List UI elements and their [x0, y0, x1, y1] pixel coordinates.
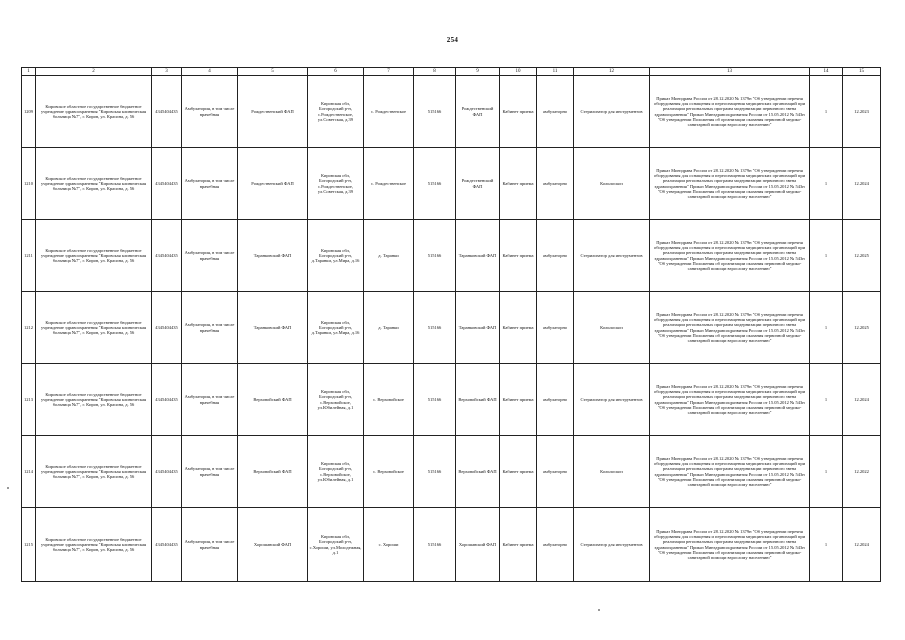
organization-cell: Кировское областное государственное бюджетное учреждение здравоохранения "Кировская клиническая больница №7", г. Киров, ул. Красина, д. 56 [36, 364, 152, 436]
quantity-cell: 1 [810, 220, 843, 292]
column-header: 7 [364, 68, 414, 76]
care-type-cell: амбулаторно [537, 220, 574, 292]
room-cell: Кабинет приема [500, 220, 537, 292]
quantity-cell: 1 [810, 364, 843, 436]
organization-cell: Кировское областное государственное бюджетное учреждение здравоохранения "Кировская клиническая больница №7", г. Киров, ул. Красина, д. 56 [36, 148, 152, 220]
table-row [22, 220, 881, 292]
row-number: 1214 [22, 436, 36, 508]
address-cell: Кировская обл, Богородский р-н, с.Верховойское, ул.Юбилейная, д.1 [308, 436, 364, 508]
quantity-cell: 1 [810, 148, 843, 220]
row-number: 1212 [22, 292, 36, 364]
inn-cell: 4345404435 [152, 508, 182, 582]
equipment-cell: Стерилизатор для инструментов [574, 76, 650, 148]
quantity-cell: 1 [810, 292, 843, 364]
care-type-cell: амбулаторно [537, 292, 574, 364]
unit-cell: Хорошавский ФАП [238, 508, 308, 582]
inn-cell: 4345404435 [152, 364, 182, 436]
department-cell: Рождественский ФАП [456, 148, 500, 220]
unit-type-cell: Амбулатория, в том числе врачебная [182, 292, 238, 364]
address-cell: Кировская обл, Богородский р-н, д.Таранки, ул.Мира, д.16 [308, 292, 364, 364]
legal-basis-cell: Приказ Минздрава России от 28.12.2020 № 1379н "Об утверждении перечня оборудования для оснащения и переоснащения медицинских организаций при реализации региональных программ модернизации первичного звена здравоохранения" Приказ Минздравсоцразвития России от 15.05.2012 № 543н "Об утверждении Положения об организации оказания первичной медико-санитарной помощи взрослому населению" [650, 508, 810, 582]
legal-basis-cell: Приказ Минздрава России от 28.12.2020 № 1379н "Об утверждении перечня оборудования для оснащения и переоснащения медицинских организаций при реализации региональных программ модернизации первичного звена здравоохранения" Приказ Минздравсоцразвития России от 15.05.2012 № 543н "Об утверждении Положения об организации оказания первичной медико-санитарной помощи взрослому населению" [650, 220, 810, 292]
department-cell: Верховойский ФАП [456, 364, 500, 436]
organization-cell: Кировское областное государственное бюджетное учреждение здравоохранения "Кировская клиническая больница №7", г. Киров, ул. Красина, д. 56 [36, 508, 152, 582]
table-row [22, 292, 881, 364]
unit-cell: Таранковский ФАП [238, 220, 308, 292]
address-cell: Кировская обл, Богородский р-н, с.Верховойское, ул.Юбилейная, д.1 [308, 364, 364, 436]
equipment-cell: Кольпоскоп [574, 436, 650, 508]
table-row [22, 364, 881, 436]
equipment-cell: Стерилизатор для инструментов [574, 364, 650, 436]
unit-type-cell: Амбулатория, в том числе врачебная [182, 220, 238, 292]
inn-cell: 4345404435 [152, 292, 182, 364]
department-cell: Таранковский ФАП [456, 220, 500, 292]
row-number: 1213 [22, 364, 36, 436]
inn-cell: 4345404435 [152, 436, 182, 508]
organization-cell: Кировское областное государственное бюджетное учреждение здравоохранения "Кировская клиническая больница №7", г. Киров, ул. Красина, д. 56 [36, 292, 152, 364]
column-header: 9 [456, 68, 500, 76]
row-number: 1210 [22, 148, 36, 220]
column-number-row [22, 68, 881, 76]
settlement-cell: с. Верховойское [364, 364, 414, 436]
column-header: 11 [537, 68, 574, 76]
settlement-cell: с. Верховойское [364, 436, 414, 508]
date-cell: 12.2024 [843, 364, 881, 436]
column-header: 8 [414, 68, 456, 76]
department-cell: Верховойский ФАП [456, 436, 500, 508]
page-number: 254 [446, 36, 459, 44]
address-cell: Кировская обл, Богородский р-н, с.Хороши, ул.Молодежная, д.1 [308, 508, 364, 582]
inn-cell: 4345404435 [152, 76, 182, 148]
date-cell: 12.2023 [843, 76, 881, 148]
unit-cell: Рождественский ФАП [238, 76, 308, 148]
equipment-cell: Стерилизатор для инструментов [574, 220, 650, 292]
address-cell: Кировская обл, Богородский р-н, с.Рождественское, ул.Советская, д.39 [308, 76, 364, 148]
inn-cell: 4345404435 [152, 220, 182, 292]
legal-basis-cell: Приказ Минздрава России от 28.12.2020 № 1379н "Об утверждении перечня оборудования для оснащения и переоснащения медицинских организаций при реализации региональных программ модернизации первичного звена здравоохранения" Приказ Минздравсоцразвития России от 15.05.2012 № 543н "Об утверждении Положения об организации оказания первичной медико-санитарной помощи взрослому населению" [650, 292, 810, 364]
department-cell: Рождественский ФАП [456, 76, 500, 148]
department-cell: Хорошавский ФАП [456, 508, 500, 582]
table-row [22, 148, 881, 220]
date-cell: 12.2025 [843, 220, 881, 292]
care-type-cell: амбулаторно [537, 436, 574, 508]
organization-cell: Кировское областное государственное бюджетное учреждение здравоохранения "Кировская клиническая больница №7", г. Киров, ул. Красина, д. 56 [36, 76, 152, 148]
unit-type-cell: Амбулатория, в том числе врачебная [182, 76, 238, 148]
settlement-cell: с. Хороши [364, 508, 414, 582]
unit-type-cell: Амбулатория, в том числе врачебная [182, 148, 238, 220]
address-cell: Кировская обл, Богородский р-н, с.Рождественское, ул.Советская, д.39 [308, 148, 364, 220]
legal-basis-cell: Приказ Минздрава России от 28.12.2020 № 1379н "Об утверждении перечня оборудования для оснащения и переоснащения медицинских организаций при реализации региональных программ модернизации первичного звена здравоохранения" Приказ Минздравсоцразвития России от 15.05.2012 № 543н "Об утверждении Положения об организации оказания первичной медико-санитарной помощи взрослому населению" [650, 364, 810, 436]
room-cell: Кабинет приема [500, 76, 537, 148]
legal-basis-cell: Приказ Минздрава России от 28.12.2020 № 1379н "Об утверждении перечня оборудования для оснащения и переоснащения медицинских организаций при реализации региональных программ модернизации первичного звена здравоохранения" Приказ Минздравсоцразвития России от 15.05.2012 № 543н "Об утверждении Положения об организации оказания первичной медико-санитарной помощи взрослому населению" [650, 76, 810, 148]
column-header: 14 [810, 68, 843, 76]
legal-basis-cell: Приказ Минздрава России от 28.12.2020 № 1379н "Об утверждении перечня оборудования для оснащения и переоснащения медицинских организаций при реализации региональных программ модернизации первичного звена здравоохранения" Приказ Минздравсоцразвития России от 15.05.2012 № 543н "Об утверждении Положения об организации оказания первичной медико-санитарной помощи взрослому населению" [650, 436, 810, 508]
quantity-cell: 1 [810, 76, 843, 148]
code-cell: 515166 [414, 436, 456, 508]
date-cell: 12.2024 [843, 508, 881, 582]
unit-type-cell: Амбулатория, в том числе врачебная [182, 508, 238, 582]
unit-type-cell: Амбулатория, в том числе врачебная [182, 436, 238, 508]
organization-cell: Кировское областное государственное бюджетное учреждение здравоохранения "Кировская клиническая больница №7", г. Киров, ул. Красина, д. 56 [36, 220, 152, 292]
column-header: 3 [152, 68, 182, 76]
code-cell: 515166 [414, 292, 456, 364]
equipment-cell: Стерилизатор для инструментов [574, 508, 650, 582]
unit-cell: Верховойский ФАП [238, 364, 308, 436]
table-row [22, 436, 881, 508]
room-cell: Кабинет приема [500, 364, 537, 436]
department-cell: Таранковский ФАП [456, 292, 500, 364]
address-cell: Кировская обл, Богородский р-н, д.Таранки, ул.Мира, д.16 [308, 220, 364, 292]
table-row [22, 508, 881, 582]
column-header: 5 [238, 68, 308, 76]
row-number: 1211 [22, 220, 36, 292]
quantity-cell: 1 [810, 436, 843, 508]
settlement-cell: с. Рождественское [364, 76, 414, 148]
column-header: 2 [36, 68, 152, 76]
date-cell: 12.2022 [843, 436, 881, 508]
column-header: 13 [650, 68, 810, 76]
column-header: 6 [308, 68, 364, 76]
equipment-register-table [21, 67, 881, 582]
date-cell: 12.2024 [843, 148, 881, 220]
quantity-cell: 1 [810, 508, 843, 582]
scan-speck [7, 487, 9, 489]
room-cell: Кабинет приема [500, 292, 537, 364]
organization-cell: Кировское областное государственное бюджетное учреждение здравоохранения "Кировская клиническая больница №7", г. Киров, ул. Красина, д. 56 [36, 436, 152, 508]
date-cell: 12.2025 [843, 292, 881, 364]
unit-cell: Верховойский ФАП [238, 436, 308, 508]
code-cell: 515166 [414, 76, 456, 148]
table-row [22, 76, 881, 148]
column-header: 15 [843, 68, 881, 76]
unit-cell: Таранковский ФАП [238, 292, 308, 364]
care-type-cell: амбулаторно [537, 148, 574, 220]
column-header: 12 [574, 68, 650, 76]
room-cell: Кабинет приема [500, 148, 537, 220]
care-type-cell: амбулаторно [537, 508, 574, 582]
unit-cell: Рождественский ФАП [238, 148, 308, 220]
code-cell: 515166 [414, 220, 456, 292]
settlement-cell: д. Таранки [364, 292, 414, 364]
scan-speck [598, 609, 600, 611]
code-cell: 515166 [414, 148, 456, 220]
row-number: 1215 [22, 508, 36, 582]
row-number: 1209 [22, 76, 36, 148]
care-type-cell: амбулаторно [537, 364, 574, 436]
column-header: 1 [22, 68, 36, 76]
code-cell: 515166 [414, 364, 456, 436]
unit-type-cell: Амбулатория, в том числе врачебная [182, 364, 238, 436]
settlement-cell: с. Рождественское [364, 148, 414, 220]
room-cell: Кабинет приема [500, 508, 537, 582]
column-header: 10 [500, 68, 537, 76]
column-header: 4 [182, 68, 238, 76]
care-type-cell: амбулаторно [537, 76, 574, 148]
code-cell: 515166 [414, 508, 456, 582]
room-cell: Кабинет приема [500, 436, 537, 508]
settlement-cell: д. Таранки [364, 220, 414, 292]
legal-basis-cell: Приказ Минздрава России от 28.12.2020 № 1379н "Об утверждении перечня оборудования для оснащения и переоснащения медицинских организаций при реализации региональных программ модернизации первичного звена здравоохранения" Приказ Минздравсоцразвития России от 15.05.2012 № 543н "Об утверждении Положения об организации оказания первичной медико-санитарной помощи взрослому населению" [650, 148, 810, 220]
inn-cell: 4345404435 [152, 148, 182, 220]
equipment-cell: Кольпоскоп [574, 148, 650, 220]
equipment-cell: Кольпоскоп [574, 292, 650, 364]
